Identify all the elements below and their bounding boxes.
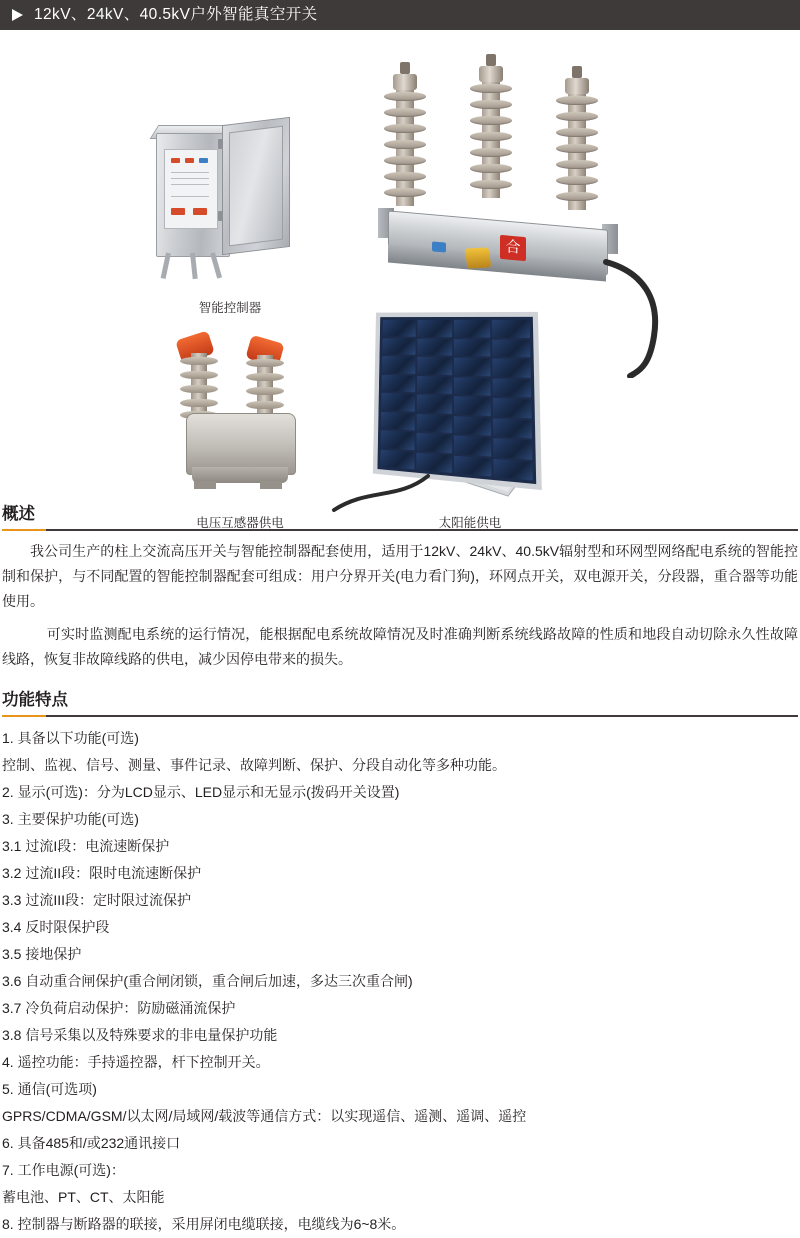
page-title: 12kV、24kV、40.5kV户外智能真空开关 <box>34 6 318 23</box>
list-item: 3.5 接地保护 <box>2 946 82 962</box>
voltage-transformer-image <box>168 325 313 495</box>
list-item: 3.6 自动重合闸保护(重合闸闭锁，重合闸后加速，多达三次重合闸) <box>2 973 413 989</box>
list-item: 6. 具备485和/或232通讯接口 <box>2 1135 181 1151</box>
section-features <box>2 686 798 1238</box>
list-item: 8. 控制器与断路器的联接，采用屏闭电缆联接，电缆线为6~8米。 <box>2 1216 406 1232</box>
overview-paragraph-1: 我公司生产的柱上交流高压开关与智能控制器配套使用，适用于12kV、24kV、40.5kV辐射型和环网型网络配电系统的智能控制和保护，与不同配置的智能控制器配套可组成：用户分界开关(电力看门狗)，环网点开关，双电源开关，分段器，重合器等功能使用。 <box>2 543 798 609</box>
vacuum-switch-image <box>370 58 660 323</box>
list-item: 7. 工作电源(可选)： <box>2 1162 125 1178</box>
caption-voltage-transformer: 电压互感器供电 <box>196 516 284 530</box>
switch-status-label: 合 <box>500 235 526 261</box>
list-item: 2. 显示(可选)：分为LCD显示、LED显示和无显示(拨码开关设置) <box>2 784 400 800</box>
controller-cabinet-image <box>150 115 310 280</box>
list-item: 3.2 过流II段：限时电流速断保护 <box>2 865 202 881</box>
list-item: 3. 主要保护功能(可选) <box>2 811 139 827</box>
caption-controller: 智能控制器 <box>198 301 262 315</box>
page-header <box>0 0 800 30</box>
list-item: 3.4 反时限保护段 <box>2 919 110 935</box>
section-overview <box>2 500 798 672</box>
list-item: GPRS/CDMA/GSM/以太网/局域网/载波等通信方式：以实现遥信、遥测、遥调、遥控 <box>2 1108 527 1124</box>
list-item: 蓄电池、PT、CT、太阳能 <box>2 1189 165 1205</box>
solar-panel-image <box>368 310 568 510</box>
play-triangle-icon <box>0 0 34 30</box>
section-heading-features: 功能特点 <box>2 686 798 717</box>
list-item: 1. 具备以下功能(可选) <box>2 730 139 746</box>
caption-solar: 太阳能供电 <box>438 516 502 530</box>
list-item: 3.8 信号采集以及特殊要求的非电量保护功能 <box>2 1027 278 1043</box>
list-item: 5. 通信(可选项) <box>2 1081 97 1097</box>
overview-paragraph-2: 可实时监测配电系统的运行情况，能根据配电系统故障情况及时准确判断系统线路故障的性质和地段自动切除永久性故障线路，恢复非故障线路的供电，减少因停电带来的损失。 <box>2 626 798 667</box>
section-heading-overview: 概述 <box>2 500 798 531</box>
document-body <box>0 500 800 1238</box>
list-item: 3.7 冷负荷启动保护：防励磁涌流保护 <box>2 1000 236 1016</box>
list-item: 3.1 过流I段：电流速断保护 <box>2 838 170 854</box>
list-item: 3.3 过流III段：定时限过流保护 <box>2 892 192 908</box>
list-item: 4. 遥控功能：手持遥控器，杆下控制开关。 <box>2 1054 270 1070</box>
feature-list <box>2 725 798 1238</box>
list-item: 控制、监视、信号、测量、事件记录、故障判断、保护、分段自动化等多种功能。 <box>2 757 506 773</box>
